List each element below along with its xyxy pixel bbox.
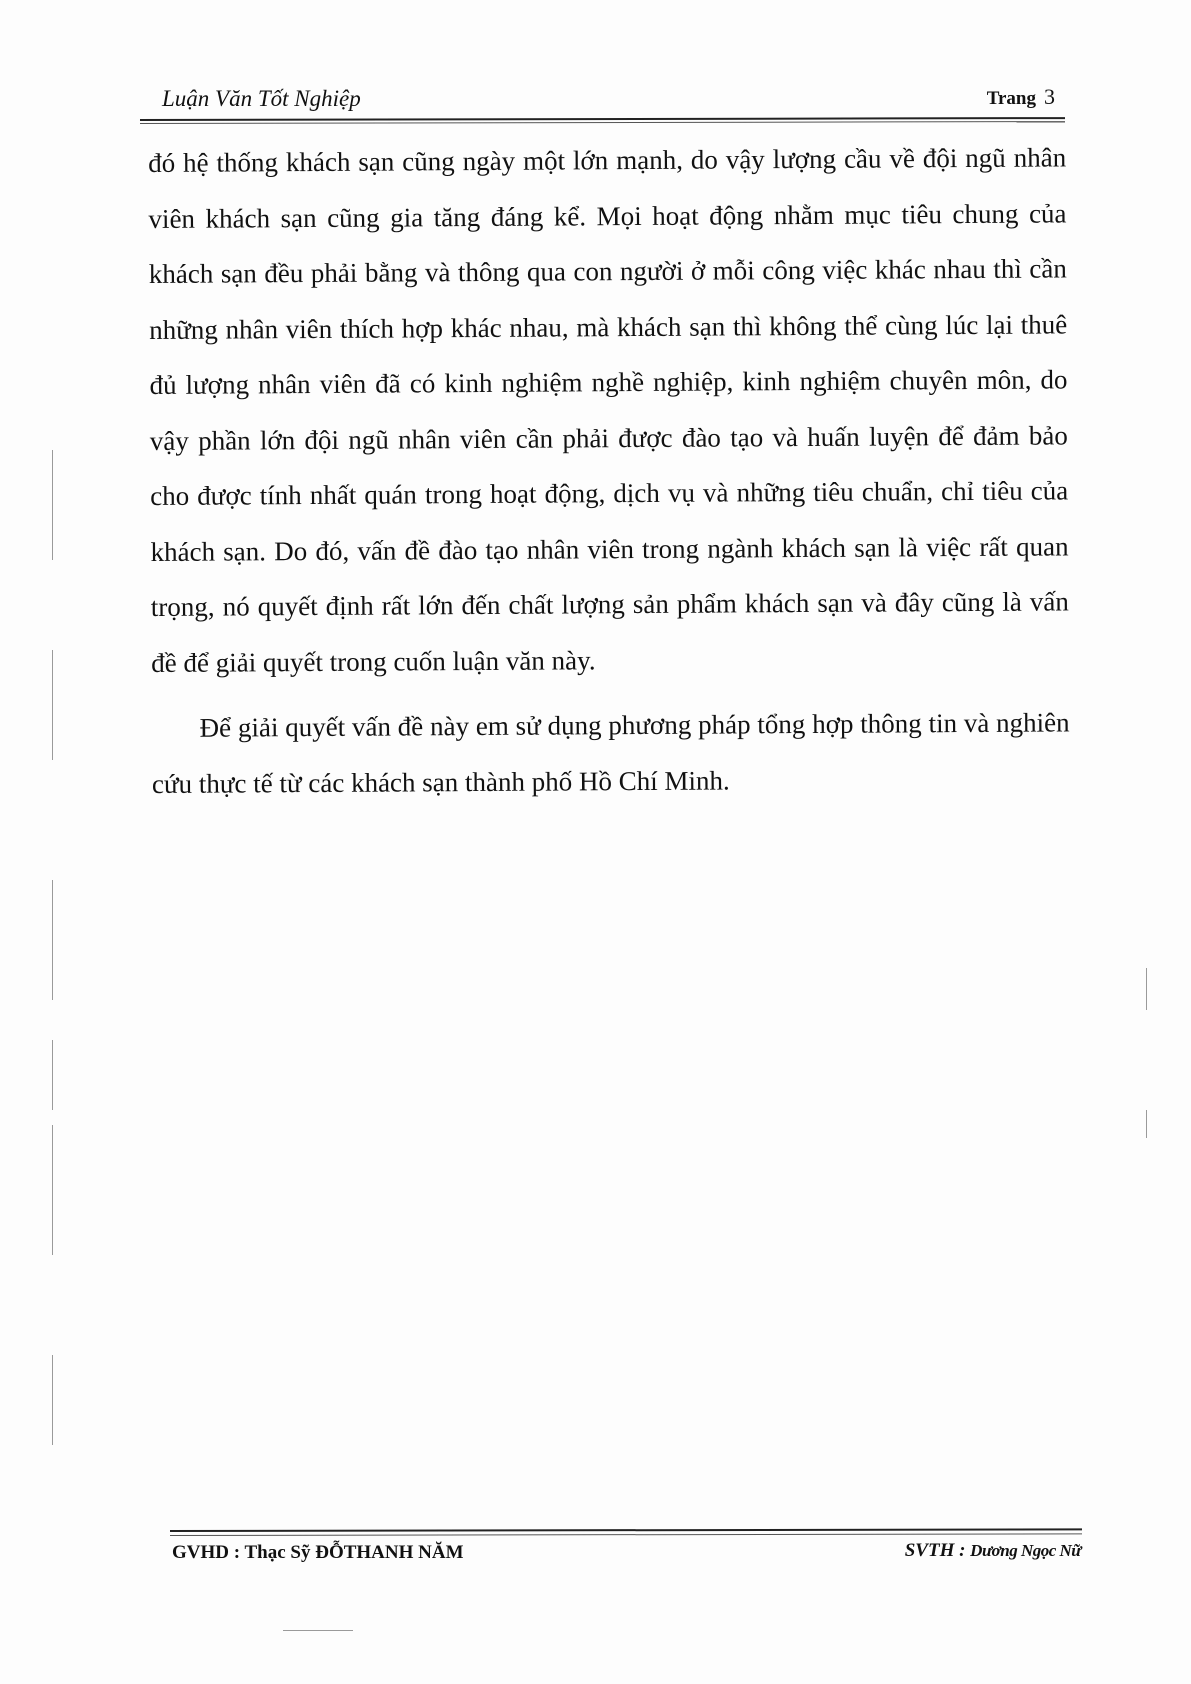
scan-mark <box>52 650 53 760</box>
footer-student-label: SVTH : <box>904 1540 966 1561</box>
footer-advisor: GVHD : Thạc Sỹ ĐỖTHANH NĂM <box>172 1542 464 1563</box>
scan-mark <box>52 1355 53 1445</box>
paragraph: đó hệ thống khách sạn cũng ngày một lớn mạnh, do vậy lượng cầu về đội ngũ nhân viên khách sạn cũng gia tăng đáng kể. Mọi hoạt động nhằm mục tiêu chung của khách sạn đều phải bằng và thông qua con người ở mỗi công việc khác nhau thì cần những nhân viên thích hợp khác nhau, mà khách sạn thì không thể cùng lúc lại thuê đủ lượng nhân viên đã có kinh nghiệm nghề nghiệp, kinh nghiệm chuyên môn, do vậy phần lớn đội ngũ nhân viên cần phải được đào tạo và huấn luyện để đảm bảo cho được tính nhất quán trong hoạt động, dịch vụ và những tiêu chuẩn, chỉ tiêu của khách sạn. Do đó, vấn đề đào tạo nhân viên trong ngành khách sạn là việc rất quan trọng, nó quyết định rất lớn đến chất lượng sản phẩm khách sạn và đây cũng là vấn đề để giải quyết trong cuốn luận văn này. <box>148 142 1069 678</box>
header-title: Luận Văn Tốt Nghiệp <box>162 86 361 111</box>
footer-student-name: Dương Ngọc Nữ <box>970 1541 1081 1560</box>
scan-mark <box>52 1040 53 1110</box>
scan-mark <box>1146 1110 1147 1138</box>
page-number-block <box>987 84 1055 110</box>
scan-mark <box>52 880 53 1000</box>
footer-rule <box>170 1528 1082 1532</box>
scan-mark <box>52 450 53 560</box>
page-number: 3 <box>1044 84 1055 109</box>
footer-rule-secondary <box>170 1533 1082 1536</box>
page-header <box>150 80 1065 120</box>
paragraph: Để giải quyết vấn đề này em sử dụng phương pháp tổng hợp thông tin và nghiên cứu thực tế từ các khách sạn thành phố Hồ Chí Minh. <box>151 707 1070 799</box>
scan-mark <box>52 1125 53 1255</box>
header-rule-secondary <box>140 121 1065 124</box>
scan-mark <box>283 1630 353 1631</box>
scan-mark <box>1146 968 1147 1010</box>
footer-student <box>905 1540 1081 1562</box>
page-label: Trang <box>986 88 1036 109</box>
body-text <box>148 130 1070 812</box>
